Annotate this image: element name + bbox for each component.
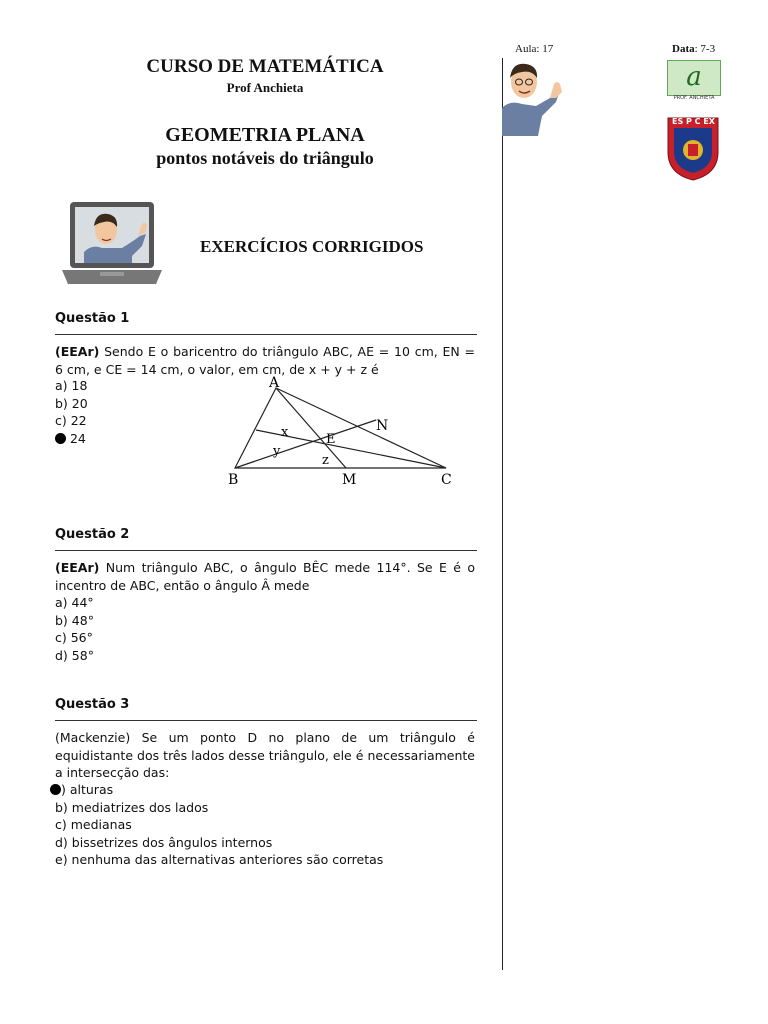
point-m-label: M bbox=[342, 472, 357, 488]
option-label: 24 bbox=[66, 430, 86, 446]
option[interactable]: d) 58° bbox=[55, 647, 94, 663]
option[interactable]: a) 18 bbox=[55, 378, 88, 393]
option[interactable]: c) 22 bbox=[55, 413, 87, 428]
option-label: ) alturas bbox=[61, 782, 114, 797]
date-key: Data bbox=[672, 43, 695, 55]
topic-title: GEOMETRIA PLANA bbox=[165, 124, 365, 146]
question-1-options bbox=[55, 377, 88, 447]
segment-x-label: x bbox=[281, 425, 289, 440]
professor-cartoon-icon bbox=[502, 58, 564, 136]
question-3-text bbox=[55, 729, 475, 782]
question-2-source: (EEAr) bbox=[55, 560, 100, 575]
teacher-logo-letter: a bbox=[686, 62, 702, 92]
question-1-statement: Sendo E o baricentro do triângulo ABC, AE = 10 cm, EN = 6 cm, e CE = 14 cm, o valor, em cm, de x + y + z é bbox=[55, 344, 475, 377]
vertex-a-label: A bbox=[269, 375, 280, 391]
option[interactable]: d) bissetrizes dos ângulos internos bbox=[55, 834, 273, 850]
question-1-source: (EEAr) bbox=[55, 344, 100, 359]
question-3-statement: (Mackenzie) Se um ponto D no plano de um triângulo é equidistante dos três lados desse triângulo, ele é necessariamente a intersecção das: bbox=[55, 730, 475, 780]
prof-name: Prof Anchieta bbox=[226, 80, 304, 95]
section-title: EXERCÍCIOS CORRIGIDOS bbox=[200, 237, 424, 256]
option[interactable]: b) mediatrizes dos lados bbox=[55, 799, 209, 815]
option[interactable]: e) nenhuma das alternativas anteriores são corretas bbox=[55, 852, 384, 867]
question-1-rule bbox=[55, 334, 477, 335]
question-2-heading: Questão 2 bbox=[55, 527, 130, 542]
option[interactable]: b) 20 bbox=[55, 395, 88, 411]
column-divider bbox=[502, 58, 503, 970]
triangle-figure bbox=[218, 374, 468, 490]
topic-subtitle: pontos notáveis do triângulo bbox=[156, 148, 374, 168]
point-n-label: N bbox=[376, 418, 389, 434]
date-label bbox=[672, 43, 715, 55]
teacher-logo-caption: PROF. ANCHIETA bbox=[673, 95, 715, 101]
triangle-abc bbox=[235, 388, 446, 468]
aula-label: Aula: 17 bbox=[515, 43, 554, 55]
laptop-professor-icon bbox=[62, 196, 162, 290]
question-2-options bbox=[55, 594, 94, 664]
question-2-rule bbox=[55, 550, 477, 551]
course-title: CURSO DE MATEMÁTICA bbox=[146, 56, 384, 77]
option[interactable]: b) 48° bbox=[55, 612, 94, 628]
point-e-label: E bbox=[326, 432, 336, 447]
option[interactable]: c) medianas bbox=[55, 817, 132, 832]
answer-mark-icon bbox=[55, 433, 66, 444]
option-marked[interactable] bbox=[50, 781, 383, 799]
option[interactable]: c) 56° bbox=[55, 630, 93, 645]
vertex-c-label: C bbox=[441, 472, 452, 488]
segment-y-label: y bbox=[273, 444, 281, 459]
question-2-text bbox=[55, 559, 475, 594]
option-marked[interactable] bbox=[55, 430, 88, 448]
answer-mark-icon bbox=[50, 784, 61, 795]
question-2-statement: Num triângulo ABC, o ângulo BÊC mede 114°. Se E é o incentro de ABC, então o ângulo Â mede bbox=[55, 560, 475, 593]
teacher-logo bbox=[667, 60, 721, 96]
question-3-options bbox=[50, 781, 383, 869]
vertex-b-label: B bbox=[228, 472, 239, 488]
question-3-heading: Questão 3 bbox=[55, 697, 130, 712]
question-1-text bbox=[55, 343, 475, 378]
question-1-heading: Questão 1 bbox=[55, 311, 130, 326]
segment-z-label: z bbox=[322, 453, 329, 468]
question-3-rule bbox=[55, 720, 477, 721]
espcex-badge-text: ES P C EX bbox=[672, 117, 715, 126]
option[interactable]: a) 44° bbox=[55, 595, 94, 610]
date-value: : 7-3 bbox=[694, 43, 716, 55]
